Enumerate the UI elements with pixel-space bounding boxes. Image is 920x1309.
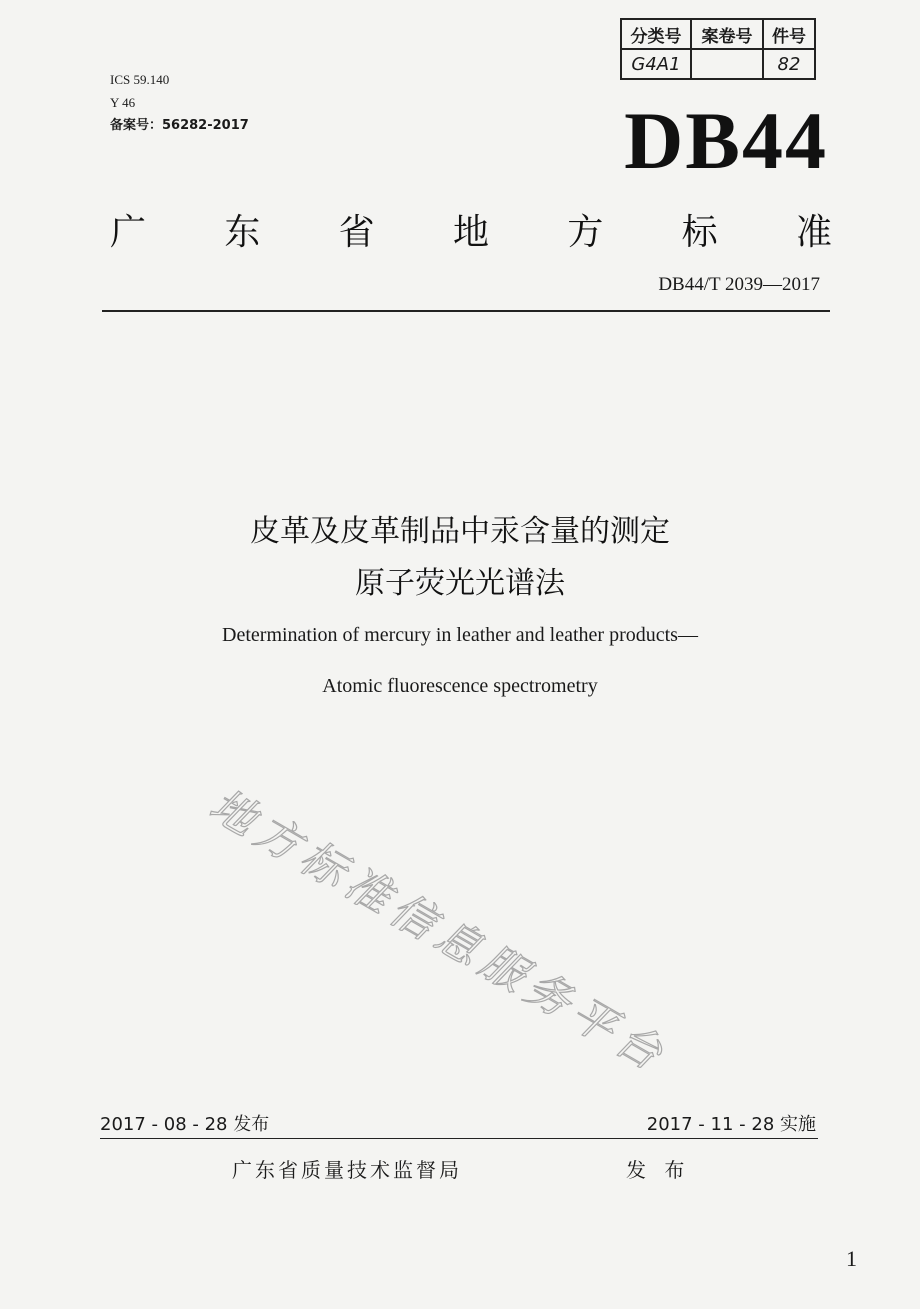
- standard-type-heading: [110, 204, 832, 255]
- standard-type-char: 准: [795, 212, 832, 253]
- title-chinese-line1: 皮革及皮革制品中汞含量的测定: [250, 514, 670, 549]
- stamp-value-file: [691, 49, 763, 79]
- standard-type-char: 标: [681, 212, 718, 253]
- ccs-code: Y 46: [110, 95, 136, 110]
- header-divider: [102, 310, 830, 312]
- watermark: 地方标准信息服务平台: [201, 779, 677, 1084]
- standard-type-char: 省: [338, 212, 375, 253]
- page-number: 1: [846, 1246, 857, 1271]
- filing-number: 备案号：56282-2017: [110, 118, 249, 133]
- issuing-authority: 广东省质量技术监督局: [232, 1158, 462, 1182]
- stamp-header-item: 件号: [763, 19, 815, 49]
- classification-block: [110, 68, 249, 137]
- ics-code: ICS 59.140: [110, 72, 170, 87]
- title-english-line2: Atomic fluorescence spectrometry: [322, 675, 598, 697]
- standard-type-char: 方: [567, 212, 604, 253]
- stamp-value-category: G4A1: [621, 49, 691, 79]
- db44-logo: DB44: [624, 95, 828, 186]
- standard-number: DB44/T 2039—2017: [658, 274, 820, 295]
- stamp-header-category: 分类号: [621, 19, 691, 49]
- standard-type-char: 广: [110, 212, 147, 253]
- title-english-line1: Determination of mercury in leather and leather products—: [222, 624, 698, 646]
- stamp-value-item: 82: [763, 49, 815, 79]
- standard-type-char: 东: [224, 212, 261, 253]
- archive-stamp: [620, 18, 816, 80]
- effective-date: 2017 - 11 - 28 实施: [646, 1114, 816, 1135]
- title-chinese-line2: 原子荧光光谱法: [355, 566, 565, 601]
- publish-date: 2017 - 08 - 28 发布: [100, 1114, 270, 1135]
- standard-type-char: 地: [452, 212, 489, 253]
- issued-label: 发 布: [626, 1158, 691, 1182]
- footer-divider: [100, 1138, 818, 1139]
- stamp-header-file: 案卷号: [691, 19, 763, 49]
